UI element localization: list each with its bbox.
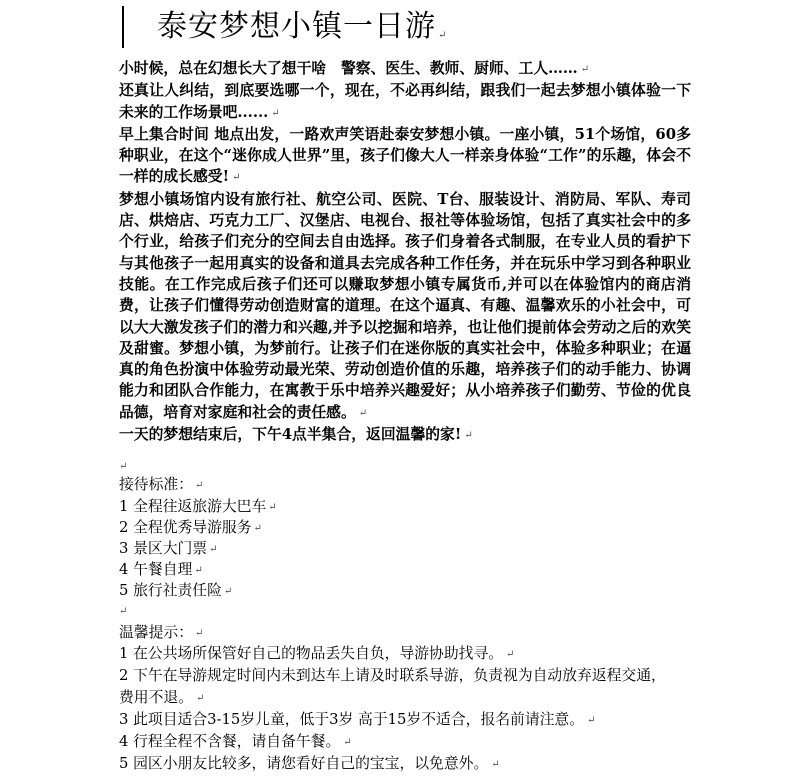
intro-section bbox=[119, 58, 691, 446]
standards-item-4: 4 午餐自理 ↵ bbox=[119, 559, 203, 581]
intro-paragraph-5: 一天的梦想结束后，下午4点半集合，返回温馨的家! ↵ bbox=[119, 424, 691, 446]
standards-heading: 接待标准： ↵ bbox=[119, 474, 203, 496]
standards-item-3: 3 景区大门票 ↵ bbox=[119, 538, 218, 560]
intro-paragraph-1: 小时候，总在幻想长大了想干啥 警察、医生、教师、厨师、工人…… ↵ bbox=[119, 58, 691, 80]
document-title bbox=[157, 6, 446, 57]
tips-item-3: 3 此项目适合3-15岁儿童，低于3岁 高于15岁不适合，报名前请注意。 ↵ bbox=[119, 709, 679, 731]
paragraph-mark-icon: ↵ bbox=[119, 606, 128, 617]
intro-paragraph-2: 还真让人纠结，到底要选哪一个，现在，不必再纠结，跟我们一起去梦想小镇体验一下未来的工作场景吧...... ↵ bbox=[119, 80, 691, 124]
standards-item-5: 5 旅行社责任险 ↵ bbox=[119, 580, 232, 602]
standards-item-1: 1 全程往返旅游大巴车 ↵ bbox=[119, 496, 277, 518]
tips-section bbox=[119, 643, 679, 776]
tips-item-5: 5 园区小朋友比较多，请您看好自己的宝宝，以免意外。 ↵ bbox=[119, 753, 679, 775]
tips-item-4: 4 行程全程不含餐，请自备午餐。 ↵ bbox=[119, 731, 679, 753]
text-cursor bbox=[122, 6, 124, 48]
tips-heading: 温馨提示： ↵ bbox=[119, 622, 203, 644]
document-title-text: 泰安梦想小镇一日游 bbox=[157, 9, 436, 44]
paragraph-mark-icon: ↵ bbox=[438, 30, 447, 41]
paragraph-mark-icon: ↵ bbox=[119, 461, 128, 472]
standards-item-2: 2 全程优秀导游服务 ↵ bbox=[119, 517, 262, 539]
intro-paragraph-4: 梦想小镇场馆内设有旅行社、航空公司、医院、T台、服装设计、消防局、军队、寿司店、烘焙店、巧克力工厂、汉堡店、电视台、报社等体验场馆，包括了真实社会中的多个行业，给孩子们充分的空间去自由选择。孩子们身着各式制服，在专业人员的看护下与其他孩子一起用真实的设备和道具去完成各种工作任务，并在玩乐中学习到各种职业技能。在工作完成后孩子们还可以赚取梦想小镇专属货币,并可以在体验馆内的商店消费，让孩子们懂得劳动创造财富的道理。在这个逼真、有趣、温馨欢乐的小社会中，可以大大激发孩子们的潜力和兴趣,并予以挖掘和培养，也让他们提前体会劳动之后的欢笑及甜蜜。梦想小镇，为梦前行。让孩子们在迷你版的真实社会中，体验多种职业；在逼真的角色扮演中体验劳动最光荣、劳动创造价值的乐趣，培养孩子们的动手能力、协调能力和团队合作能力，在寓教于乐中培养兴趣爱好；从小培养孩子们勤劳、节俭的优良品德，培育对家庭和社会的责任感。 ↵ bbox=[119, 189, 691, 424]
tips-item-1: 1 在公共场所保管好自己的物品丢失自负，导游协助找寻。 ↵ bbox=[119, 643, 679, 665]
intro-paragraph-3: 早上集合时间 地点出发，一路欢声笑语赴泰安梦想小镇。一座小镇，51个场馆，60多种职业，在这个“迷你成人世界”里，孩子们像大人一样亲身体验“工作”的乐趣，体会不一样的成长感受! ↵ bbox=[119, 124, 691, 189]
tips-item-2: 2 下午在导游规定时间内未到达车上请及时联系导游，负责视为自动放弃返程交通，费用不退。 ↵ bbox=[119, 665, 679, 709]
